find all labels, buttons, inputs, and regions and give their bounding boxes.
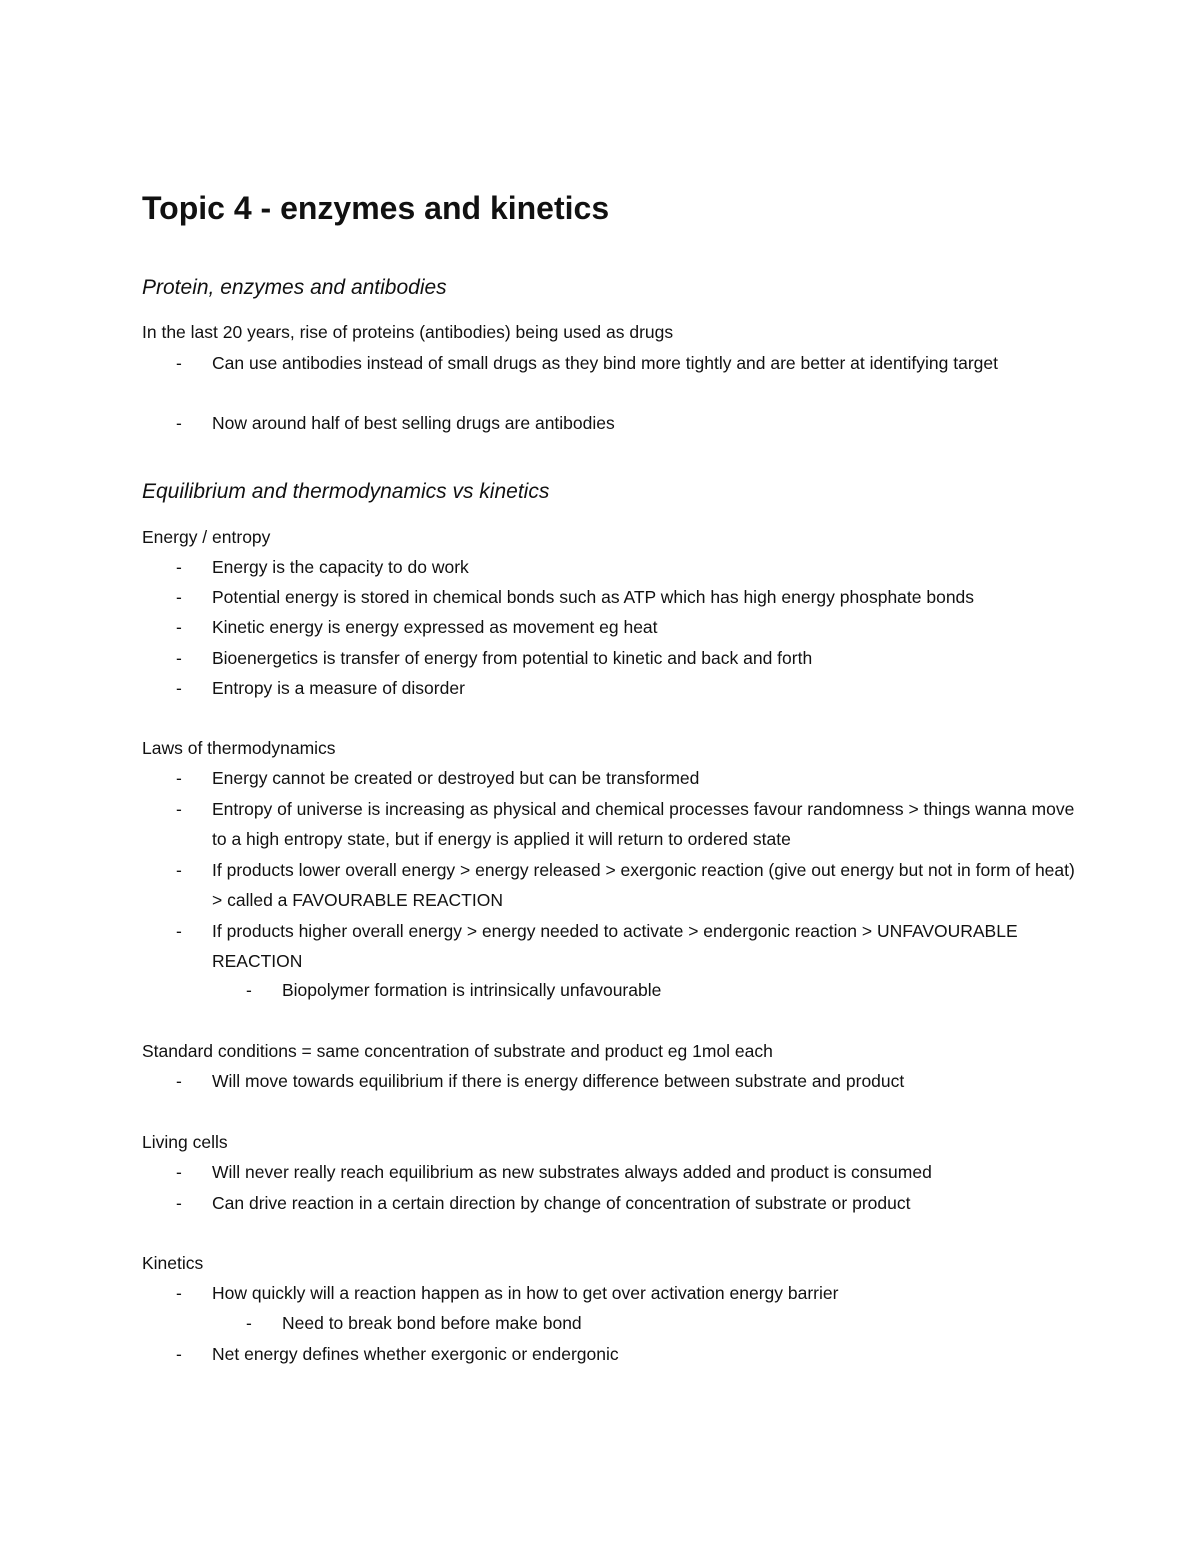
bullet-dash: - [176, 648, 182, 668]
bullet-dash: - [176, 799, 182, 819]
document-title: Topic 4 - enzymes and kinetics [142, 190, 610, 226]
section-heading-proteins: Protein, enzymes and antibodies [142, 276, 447, 299]
bullet-text: Need to break bond before make bond [282, 1313, 582, 1333]
bullet-text: If products higher overall energy > energy needed to activate > endergonic reaction > UNFAVOURABLE REACTION [212, 921, 1018, 971]
bullet-text: Will move towards equilibrium if there is energy difference between substrate and product [212, 1071, 905, 1091]
bullet-text: How quickly will a reaction happen as in how to get over activation energy barrier [212, 1283, 839, 1303]
bullet-dash: - [246, 980, 252, 1000]
bullet-text: If products lower overall energy > energy released > exergonic reaction (give out energy but not in form of heat) > called a FAVOURABLE REACTION [212, 860, 1075, 910]
bullet-dash: - [176, 921, 182, 941]
bullet-text: Potential energy is stored in chemical bonds such as ATP which has high energy phosphate bonds [212, 587, 975, 607]
bullet-dash: - [176, 1344, 182, 1364]
bullet-text: Will never really reach equilibrium as new substrates always added and product is consumed [212, 1162, 932, 1182]
bullet-text: Can use antibodies instead of small drugs as they bind more tightly and are better at identifying target [212, 353, 999, 373]
bullet-dash: - [176, 557, 182, 577]
bullet-dash: - [176, 1283, 182, 1303]
bullet-text: Kinetic energy is energy expressed as movement eg heat [212, 617, 658, 637]
bullet-text: Entropy is a measure of disorder [212, 678, 465, 698]
bullet-text: Net energy defines whether exergonic or endergonic [212, 1344, 619, 1364]
bullet-dash: - [176, 1162, 182, 1182]
bullet-dash: - [176, 678, 182, 698]
proteins-intro: In the last 20 years, rise of proteins (antibodies) being used as drugs [142, 322, 674, 342]
bullet-dash: - [176, 587, 182, 607]
bullet-text: Energy cannot be created or destroyed but can be transformed [212, 768, 700, 788]
bullet-text: Energy is the capacity to do work [212, 557, 469, 577]
bullet-dash: - [246, 1313, 252, 1333]
kinetics-label: Kinetics [142, 1253, 204, 1273]
bullet-dash: - [176, 768, 182, 788]
energy-entropy-label: Energy / entropy [142, 527, 271, 547]
bullet-dash: - [176, 617, 182, 637]
bullet-dash: - [176, 353, 182, 373]
standard-conditions-label: Standard conditions = same concentration of substrate and product eg 1mol each [142, 1041, 773, 1061]
laws-label: Laws of thermodynamics [142, 738, 336, 758]
bullet-dash: - [176, 413, 182, 433]
bullet-text: Entropy of universe is increasing as physical and chemical processes favour randomness > things wanna move to a high entropy state, but if energy is applied it will return to ordered state [212, 799, 1075, 849]
bullet-text: Bioenergetics is transfer of energy from potential to kinetic and back and forth [212, 648, 813, 668]
bullet-text: Can drive reaction in a certain direction by change of concentration of substrate or product [212, 1193, 911, 1213]
bullet-text: Biopolymer formation is intrinsically unfavourable [282, 980, 662, 1000]
bullet-dash: - [176, 1193, 182, 1213]
bullet-dash: - [176, 860, 182, 880]
bullet-text: Now around half of best selling drugs are antibodies [212, 413, 615, 433]
bullet-dash: - [176, 1071, 182, 1091]
section-heading-equilibrium: Equilibrium and thermodynamics vs kinetics [142, 480, 550, 503]
living-cells-label: Living cells [142, 1132, 228, 1152]
